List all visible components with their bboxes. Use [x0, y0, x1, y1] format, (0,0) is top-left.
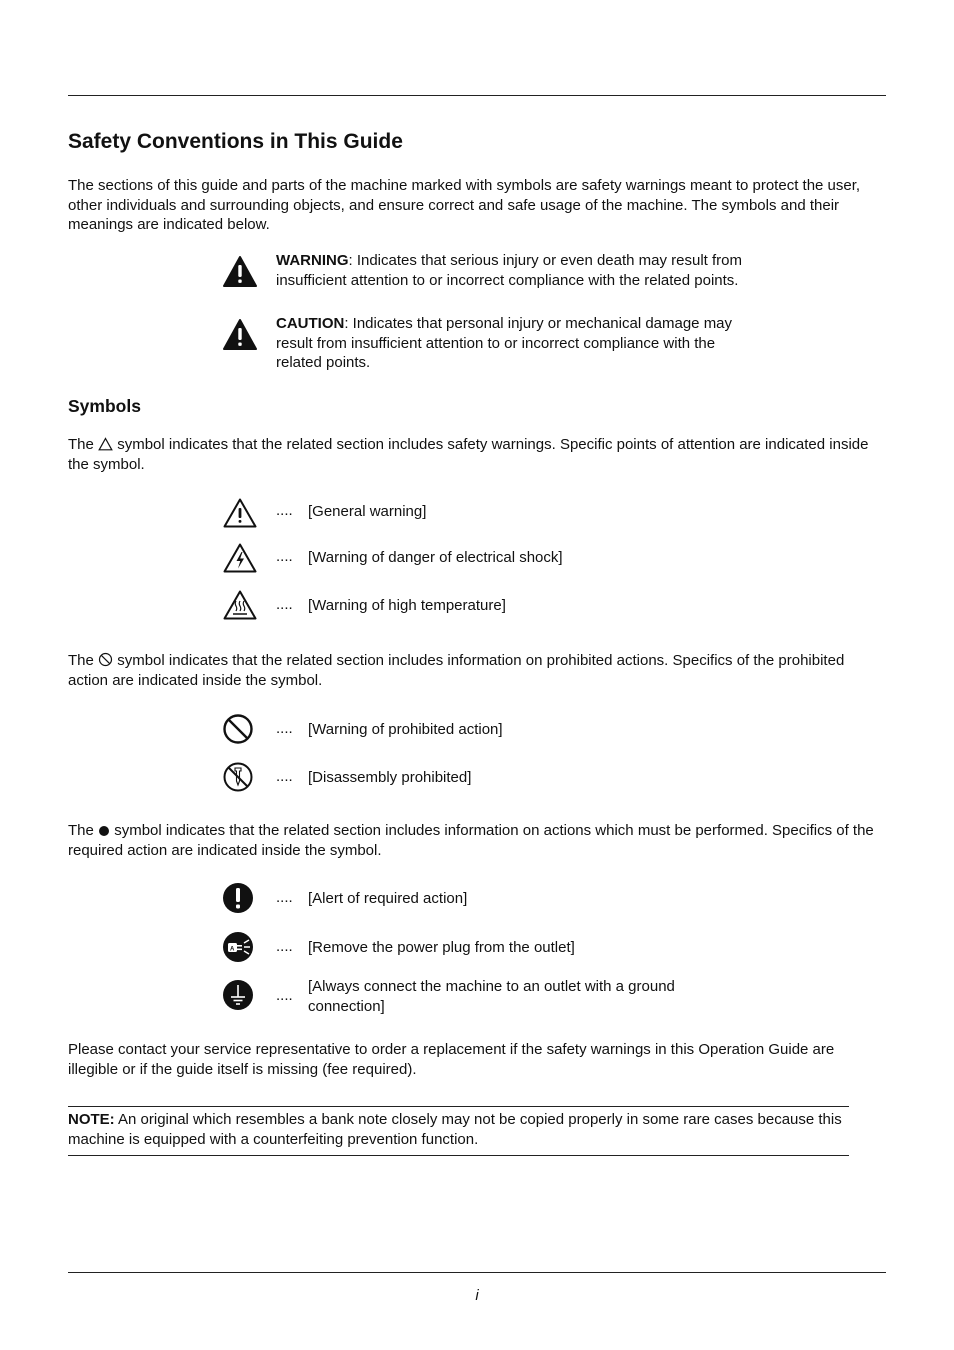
triangle-symbol-paragraph: The symbol indicates that the related section includes safety warnings. Specific points of attention are indicated inside the symbol. [68, 436, 869, 473]
label-disassembly-prohibited: [Disassembly prohibited] [308, 769, 472, 786]
note-bottom-rule [68, 1155, 849, 1156]
disassembly-prohibited-icon [222, 761, 254, 793]
general-warning-icon [222, 497, 258, 529]
prohibit-symbol-paragraph: The symbol indicates that the related section includes information on prohibited actions. Specifics of the prohibited action are indicated inside the symbol. [68, 652, 845, 689]
ground-connection-icon [222, 979, 254, 1011]
required-symbol-paragraph: The symbol indicates that the related section includes information on actions which must be performed. Specifics of the required action are indicated inside the symbol. [68, 822, 874, 859]
contact-paragraph: Please contact your service representative to order a replacement if the safety warnings in this Operation Guide are illegible or if the guide itself is missing (fee required). [68, 1041, 835, 1078]
label-high-temperature: [Warning of high temperature] [308, 597, 506, 614]
dots-required-action: .... [276, 889, 293, 906]
caution-triangle-icon [222, 318, 258, 351]
warning-label: WARNING [276, 252, 349, 269]
label-electrical-shock: [Warning of danger of electrical shock] [308, 549, 563, 566]
dots-disassembly-prohibited: .... [276, 768, 293, 785]
header-rule [68, 95, 886, 96]
dots-general-warning: .... [276, 502, 293, 519]
dots-ground-connection: .... [276, 987, 293, 1004]
label-ground-connection: [Always connect the machine to an outlet with a ground connection] [308, 978, 675, 1015]
caution-callout [276, 314, 746, 373]
dots-remove-plug: .... [276, 938, 293, 955]
prohibit-symbol-icon [98, 652, 113, 667]
warning-triangle-icon [222, 255, 258, 288]
intro-paragraph: The sections of this guide and parts of the machine marked with symbols are safety warnings meant to protect the user, other individuals and surrounding objects, and ensure correct and safe usage of the machine. The symbols and their meanings are indicated below. [68, 177, 861, 233]
high-temperature-icon [222, 589, 258, 621]
label-remove-plug: [Remove the power plug from the outlet] [308, 939, 575, 956]
warning-text: : Indicates that serious injury or even death may result from insufficient attention to or incorrect compliance with the related points. [276, 252, 743, 289]
dots-electrical-shock: .... [276, 548, 293, 565]
dots-prohibited-action: .... [276, 720, 293, 737]
note-text: An original which resembles a bank note closely may not be copied properly in some rare cases because this machine is equipped with a counterfeiting prevention function. [68, 1111, 842, 1148]
caution-label: CAUTION [276, 315, 345, 332]
note-label: NOTE: [68, 1111, 115, 1128]
filled-circle-symbol-icon [98, 825, 110, 837]
triangle-symbol-icon [98, 437, 113, 451]
warning-callout [276, 251, 746, 290]
electrical-shock-icon [222, 542, 258, 574]
dots-high-temperature: .... [276, 596, 293, 613]
footer-rule [68, 1272, 886, 1273]
svg-text:A: A [230, 946, 235, 953]
note-paragraph [68, 1110, 878, 1150]
symbols-heading: Symbols [68, 396, 141, 416]
prohibited-action-icon [222, 713, 254, 745]
page-number: i [475, 1287, 479, 1304]
label-prohibited-action: [Warning of prohibited action] [308, 721, 503, 738]
caution-text: : Indicates that personal injury or mechanical damage may result from insufficient attention to or incorrect compliance with the related points. [276, 315, 733, 371]
required-action-icon [222, 882, 254, 914]
note-top-rule [68, 1106, 849, 1107]
label-general-warning: [General warning] [308, 503, 427, 520]
label-required-action: [Alert of required action] [308, 890, 468, 907]
remove-plug-icon [222, 931, 254, 963]
page-title: Safety Conventions in This Guide [68, 130, 403, 153]
